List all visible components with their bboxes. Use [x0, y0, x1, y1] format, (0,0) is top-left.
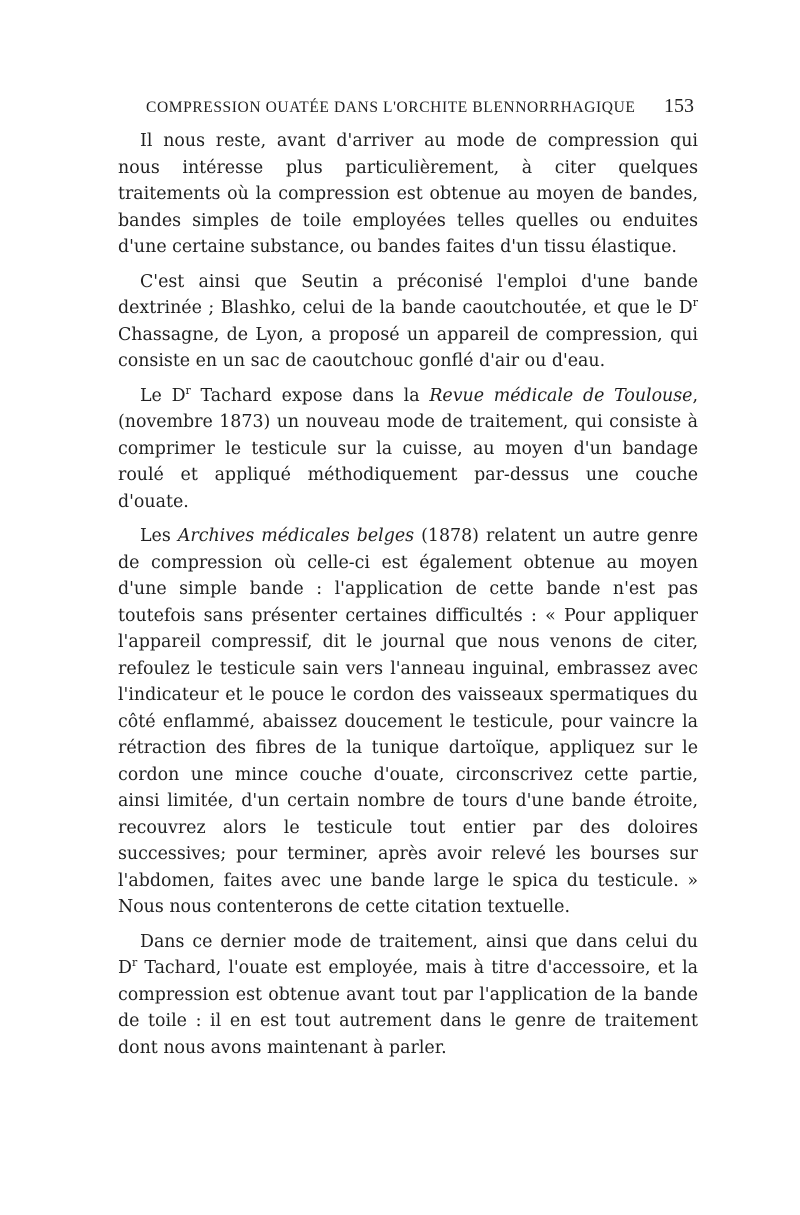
- superscript-r: r: [692, 296, 698, 310]
- paragraph-2: [118, 269, 698, 375]
- paragraph-3-text-start: Le D: [140, 385, 186, 406]
- body-text: [118, 128, 698, 1061]
- paragraph-4-text-end: (1878) relatent un autre genre de compression où celle-ci est également obtenue au moyen d'une simple bande : l'application de cette bande n'est pas toutefois sans présenter certaines difficultés : « Pour appliquer l'appareil compressif, dit le journal que nous venons de citer, refoulez le testicule sain vers l'anneau inguinal, embrassez avec l'indicateur et le pouce le cordon des vaisseaux spermatiques du côté enflammé, abaissez doucement le testicule, pour vaincre la rétraction des fibres de la tunique dartoïque, appliquez sur le cordon une mince couche d'ouate, circonscrivez cette partie, ainsi limitée, d'un certain nombre de tours d'une bande étroite, recouvrez alors le testicule tout entier par des doloires successives; pour terminer, après avoir relevé les bourses sur l'abdomen, faites avec une bande large le spica du testicule. » Nous nous contenterons de cette citation textuelle.: [118, 526, 699, 917]
- paragraph-3-text-middle: Tachard expose dans la: [190, 385, 430, 406]
- superscript-r: r: [185, 383, 191, 397]
- journal-title-revue-medicale: Revue médicale de Toulouse: [429, 385, 693, 406]
- paragraph-1: [118, 128, 698, 261]
- running-header: [146, 95, 694, 119]
- journal-title-archives: Archives médicales belges: [177, 526, 415, 546]
- paragraph-5: [118, 929, 698, 1062]
- paragraph-2-text-end: Chassagne, de Lyon, a proposé un appareil de compression, qui consiste en un sac de caoutchouc gonflé d'air ou d'eau.: [118, 324, 698, 371]
- paragraph-4: [118, 523, 698, 921]
- paragraph-1-text: Il nous reste, avant d'arriver au mode de compression qui nous intéresse plus particulièrement, à citer quelques traitements où la compression est obtenue au moyen de bandes, bandes simples de toile employées telles quelles ou enduites d'une certaine substance, ou bandes faites d'un tissu élastique.: [118, 131, 698, 257]
- paragraph-5-text-start: Dans ce dernier mode de traitement, ainsi que dans celui du D: [118, 931, 698, 978]
- paragraph-5-text-end: Tachard, l'ouate est employée, mais à titre d'accessoire, et la compression est obtenue avant tout par l'application de la bande de toile : il en est tout autrement dans le genre de traitement dont nous avons maintenant à parler.: [118, 958, 698, 1058]
- paragraph-2-text-start: C'est ainsi que Seutin a préconisé l'emploi d'une bande dextrinée ; Blashko, celui de la bande caoutchoutée, et que le D: [118, 271, 698, 318]
- paragraph-3-text-end: , (novembre 1873) un nouveau mode de traitement, qui consiste à comprimer le testicule sur la cuisse, au moyen d'un bandage roulé et appliqué méthodiquement par-dessus une couche d'ouate.: [118, 385, 699, 512]
- running-title: COMPRESSION OUATÉE DANS L'ORCHITE BLENNORRHAGIQUE: [146, 99, 636, 116]
- page-number: 153: [664, 95, 694, 117]
- superscript-r: r: [131, 956, 138, 970]
- paragraph-3: [118, 383, 698, 516]
- paragraph-4-text-start: Les: [140, 526, 178, 546]
